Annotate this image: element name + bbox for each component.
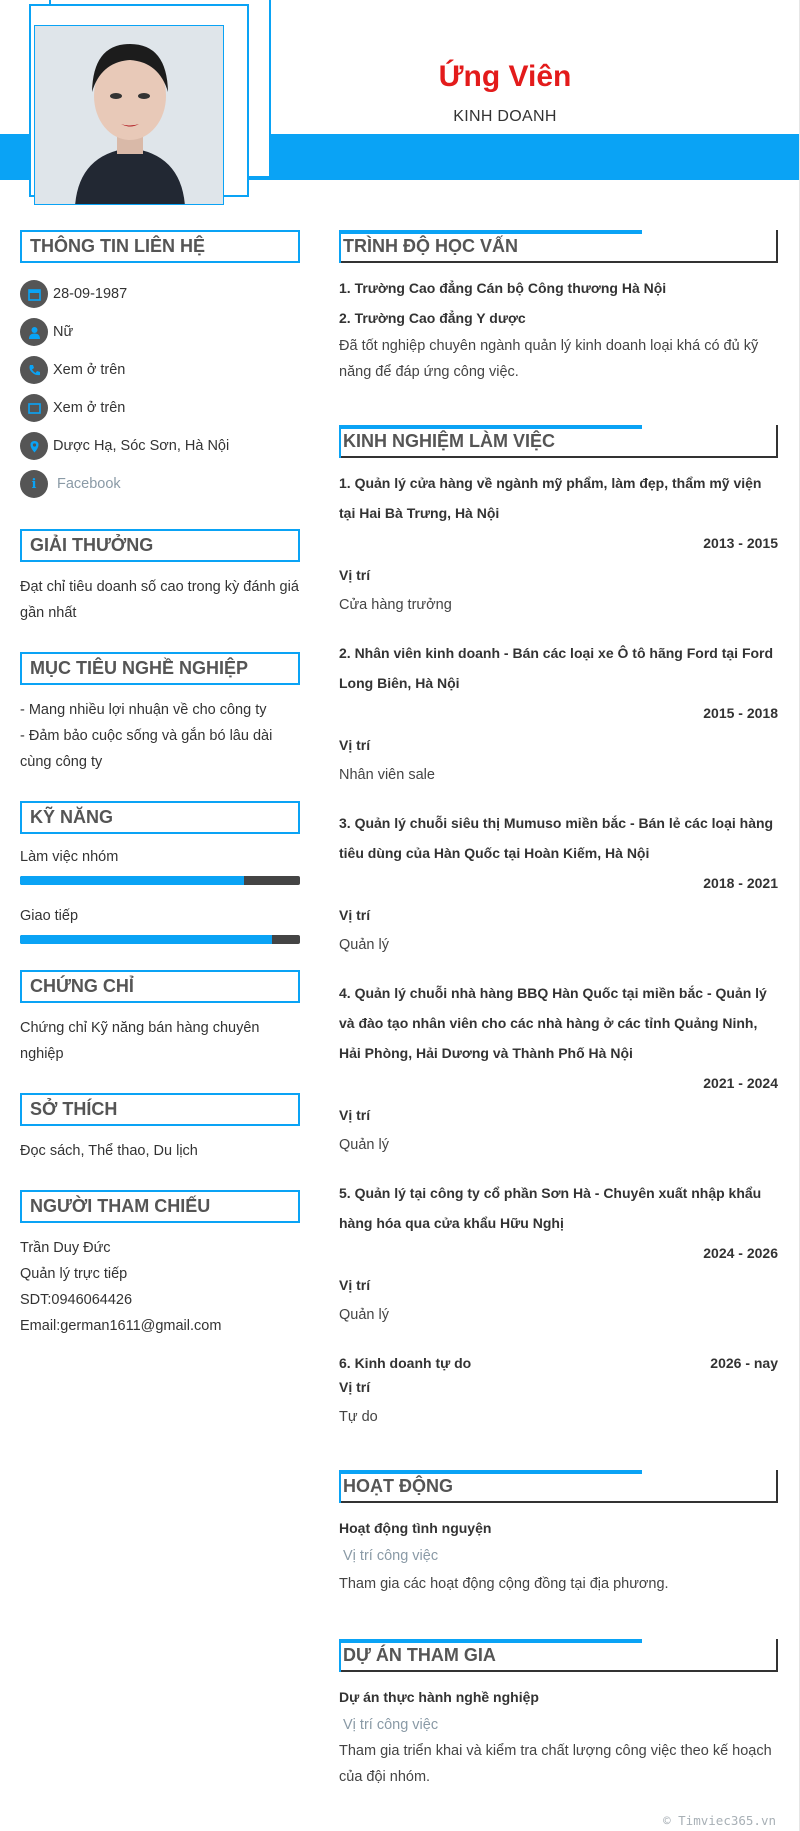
contact-birthday-text: 28-09-1987 [53,286,128,302]
contact-title: THÔNG TIN LIÊN HỆ [20,230,300,263]
job-position-label: Vị trí [339,567,371,583]
objective-title: MỤC TIÊU NGHỀ NGHIỆP [20,652,300,685]
candidate-name: Ứng Viên [438,60,572,93]
job-item [339,1348,778,1432]
job-time: 2024 - 2026 [703,1245,778,1261]
skill-bar-1 [20,876,300,885]
job-time: 2021 - 2024 [703,1075,778,1091]
job-role: Cửa hàng trưởng [339,597,452,613]
job-position-label: Vị trí [339,1277,371,1293]
awards-title: GIẢI THƯỞNG [20,529,300,562]
activities-title: HOẠT ĐỘNG [339,1470,778,1503]
contact-facebook[interactable] [20,465,300,503]
job-role: Quản lý [339,1307,389,1323]
references-title: NGƯỜI THAM CHIẾU [20,1190,300,1223]
education-school-2: 2. Trường Cao đẳng Y dược [339,310,526,326]
objective-line-1: - Mang nhiều lợi nhuận về cho công ty [20,702,267,718]
user-icon [20,318,48,346]
job-position-label: Vị trí [339,907,371,923]
avatar [34,25,224,205]
calendar-icon [20,280,48,308]
projects-section [339,1639,778,1790]
job-time: 2015 - 2018 [703,705,778,721]
certificates-title: CHỨNG CHỈ [20,970,300,1003]
project-name: Dự án thực hành nghề nghiệp [339,1689,539,1705]
skill-fill-1 [20,876,244,885]
experience-section [339,425,778,1432]
contact-phone [20,351,300,389]
skills-title: KỸ NĂNG [20,801,300,834]
activities-section [339,1470,778,1599]
job-title: 3. Quản lý chuỗi siêu thị Mumuso miền bắc - Bán lẻ các loại hàng tiêu dùng của Hàn Quốc tại Hoàn Kiếm, Hà Nội [339,815,774,861]
contact-gender [20,313,300,351]
education-section [339,230,778,385]
objective-line-2: - Đảm bảo cuộc sống và gắn bó lâu dài cùng công ty [20,728,273,770]
education-title: TRÌNH ĐỘ HỌC VẤN [339,230,778,263]
awards-section [20,529,300,626]
skill-bar-2 [20,935,300,944]
reference-name: Trần Duy Đức [20,1240,111,1256]
phone-icon [20,356,48,384]
job-title: 1. Quản lý cửa hàng về ngành mỹ phẩm, làm đẹp, thẩm mỹ viện tại Hai Bà Trưng, Hà Nội [339,475,762,521]
awards-text: Đạt chỉ tiêu doanh số cao trong kỳ đánh giá gần nhất [20,579,299,621]
contact-email-text: Xem ở trên [53,400,126,416]
contact-birthday [20,275,300,313]
job-position-label: Vị trí [339,737,371,753]
job-item [339,808,778,960]
hobbies-title: SỞ THÍCH [20,1093,300,1126]
hobbies-section [20,1093,300,1164]
skill-fill-2 [20,935,272,944]
contact-phone-text: Xem ở trên [53,362,126,378]
reference-phone: SDT:0946064426 [20,1292,133,1308]
certificates-text: Chứng chỉ Kỹ năng bán hàng chuyên nghiệp [20,1020,260,1062]
job-item [339,978,778,1160]
education-desc: Đã tốt nghiệp chuyên ngành quản lý kinh doanh loại khá có đủ kỹ năng để đáp ứng công việc. [339,338,759,380]
projects-title: DỰ ÁN THAM GIA [339,1639,778,1672]
contact-email [20,389,300,427]
skill-name-1: Làm việc nhóm [20,849,119,865]
job-position-label: Vị trí [339,1107,371,1123]
job-role: Nhân viên sale [339,767,435,783]
facebook-link[interactable]: Facebook [57,476,121,492]
project-role: Vị trí công việc [343,1717,439,1733]
email-icon [20,394,48,422]
job-position-label: Vị trí [339,1379,371,1395]
job-time: 2026 - nay [710,1355,778,1371]
references-section [20,1190,300,1339]
job-item [339,638,778,790]
right-column [339,230,778,1830]
activity-desc: Tham gia các hoạt động cộng đồng tại địa phương. [339,1576,669,1592]
job-role: Tự do [339,1409,378,1425]
job-title: 2. Nhân viên kinh doanh - Bán các loại xe Ô tô hãng Ford tại Ford Long Biên, Hà Nội [339,645,774,691]
objective-section [20,652,300,775]
location-icon [20,432,48,460]
job-title: 5. Quản lý tại công ty cổ phần Sơn Hà - Chuyên xuất nhập khẩu hàng hóa qua cửa khẩu Hữu Nghị [339,1185,762,1231]
job-title: 6. Kinh doanh tự do [339,1355,472,1371]
contact-gender-text: Nữ [53,324,74,340]
info-icon: i [20,470,48,498]
reference-email: Email:german1611@gmail.com [20,1318,222,1334]
certificates-section [20,970,300,1067]
skill-name-2: Giao tiếp [20,908,79,924]
left-column [20,230,300,1365]
job-role: Quản lý [339,1137,389,1153]
job-item [339,1178,778,1330]
experience-title: KINH NGHIỆM LÀM VIỆC [339,425,778,458]
job-title: 4. Quản lý chuỗi nhà hàng BBQ Hàn Quốc tại miền bắc - Quản lý và đào tạo nhân viên cho các nhà hàng ở các tỉnh Quảng Ninh, Hải Phòng, Hải Dương và Thành Phố Hà Nội [339,985,767,1061]
contact-address-text: Dược Hạ, Sóc Sơn, Hà Nội [53,438,230,454]
activity-name: Hoạt động tình nguyện [339,1520,492,1536]
hobbies-text: Đọc sách, Thể thao, Du lịch [20,1143,198,1159]
candidate-position: KINH DOANH [453,108,557,125]
education-school-1: 1. Trường Cao đẳng Cán bộ Công thương Hà Nội [339,280,667,296]
contact-address [20,427,300,465]
job-time: 2013 - 2015 [703,535,778,551]
project-desc: Tham gia triển khai và kiểm tra chất lượng công việc theo kế hoạch của đội nhóm. [339,1743,772,1785]
footer-watermark: © Timviec365.vn [663,1813,776,1828]
job-time: 2018 - 2021 [703,875,778,891]
job-item [339,468,778,620]
skills-section [20,801,300,944]
reference-role: Quản lý trực tiếp [20,1266,128,1282]
contact-section [20,230,300,503]
avatar-portrait [35,26,224,205]
job-role: Quản lý [339,937,389,953]
activity-role: Vị trí công việc [343,1548,439,1564]
